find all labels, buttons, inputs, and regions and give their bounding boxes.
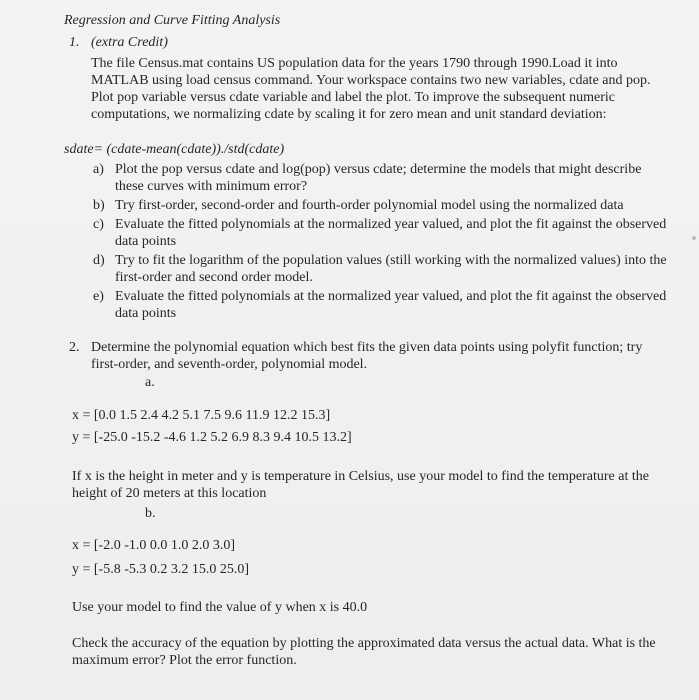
question-1-number: 1.	[69, 35, 80, 50]
check-accuracy-paragraph: Check the accuracy of the equation by plotting the approximated data versus the actual data. What is the maximum error? Plot the error function.	[72, 636, 656, 668]
subitem-label: c)	[93, 217, 104, 232]
edge-dot	[692, 236, 696, 240]
question-2-text: Determine the polynomial equation which best fits the given data points using polyfit function; try first-order, and seventh-order, polynomial model.	[91, 340, 643, 372]
part-a-label: a.	[145, 375, 155, 390]
question-2-number: 2.	[69, 340, 80, 355]
subitem-text: Evaluate the fitted polynomials at the normalized year valued, and plot the fit against the observed data points	[115, 217, 667, 249]
subitem-label: a)	[93, 162, 104, 177]
x-data-a: x = [0.0 1.5 2.4 4.2 5.1 7.5 9.6 11.9 12.2 15.3]	[72, 408, 331, 423]
y-data-b: y = [-5.8 -5.3 0.2 3.2 15.0 25.0]	[72, 562, 250, 577]
subitem-text: Try first-order, second-order and fourth-order polynomial model using the normalized data	[115, 198, 624, 213]
question-1-heading: (extra Credit)	[91, 35, 168, 50]
y-data-a: y = [-25.0 -15.2 -4.6 1.2 5.2 6.9 8.3 9.4 10.5 13.2]	[72, 430, 352, 445]
document-title: Regression and Curve Fitting Analysis	[64, 13, 281, 28]
subitem-text: Try to fit the logarithm of the population values (still working with the normalized values) into the first-order and second order model.	[115, 253, 667, 285]
use-model-instruction: Use your model to find the value of y when x is 40.0	[72, 600, 368, 615]
normalization-formula: sdate= (cdate-mean(cdate))./std(cdate)	[64, 142, 285, 157]
subitem-label: d)	[93, 253, 105, 268]
subitem-label: e)	[93, 289, 104, 304]
question-1-subitems	[93, 161, 671, 324]
subitem-label: b)	[93, 198, 105, 213]
subitem-a	[93, 161, 671, 195]
subitem-e	[93, 288, 671, 322]
subitem-c	[93, 216, 671, 250]
subitem-text: Evaluate the fitted polynomials at the normalized year valued, and plot the fit against the observed data points	[115, 289, 667, 321]
subitem-text: Plot the pop versus cdate and log(pop) versus cdate; determine the models that might describe these curves with minimum error?	[115, 162, 642, 194]
x-data-b: x = [-2.0 -1.0 0.0 1.0 2.0 3.0]	[72, 538, 236, 553]
part-b-label: b.	[145, 506, 156, 521]
subitem-d	[93, 252, 671, 286]
part-a-paragraph: If x is the height in meter and y is temperature in Celsius, use your model to find the temperature at the height of 20 meters at this location	[72, 469, 649, 501]
question-1-paragraph: The file Census.mat contains US population data for the years 1790 through 1990.Load it into MATLAB using load census command. Your workspace contains two new variables, cdate and pop. Plot pop variable versus cdate variable and label the plot. To improve the subsequent numeric computations, we normalizing cdate by scaling it for zero mean and unit standard deviation:	[91, 56, 651, 122]
subitem-b	[93, 197, 671, 214]
